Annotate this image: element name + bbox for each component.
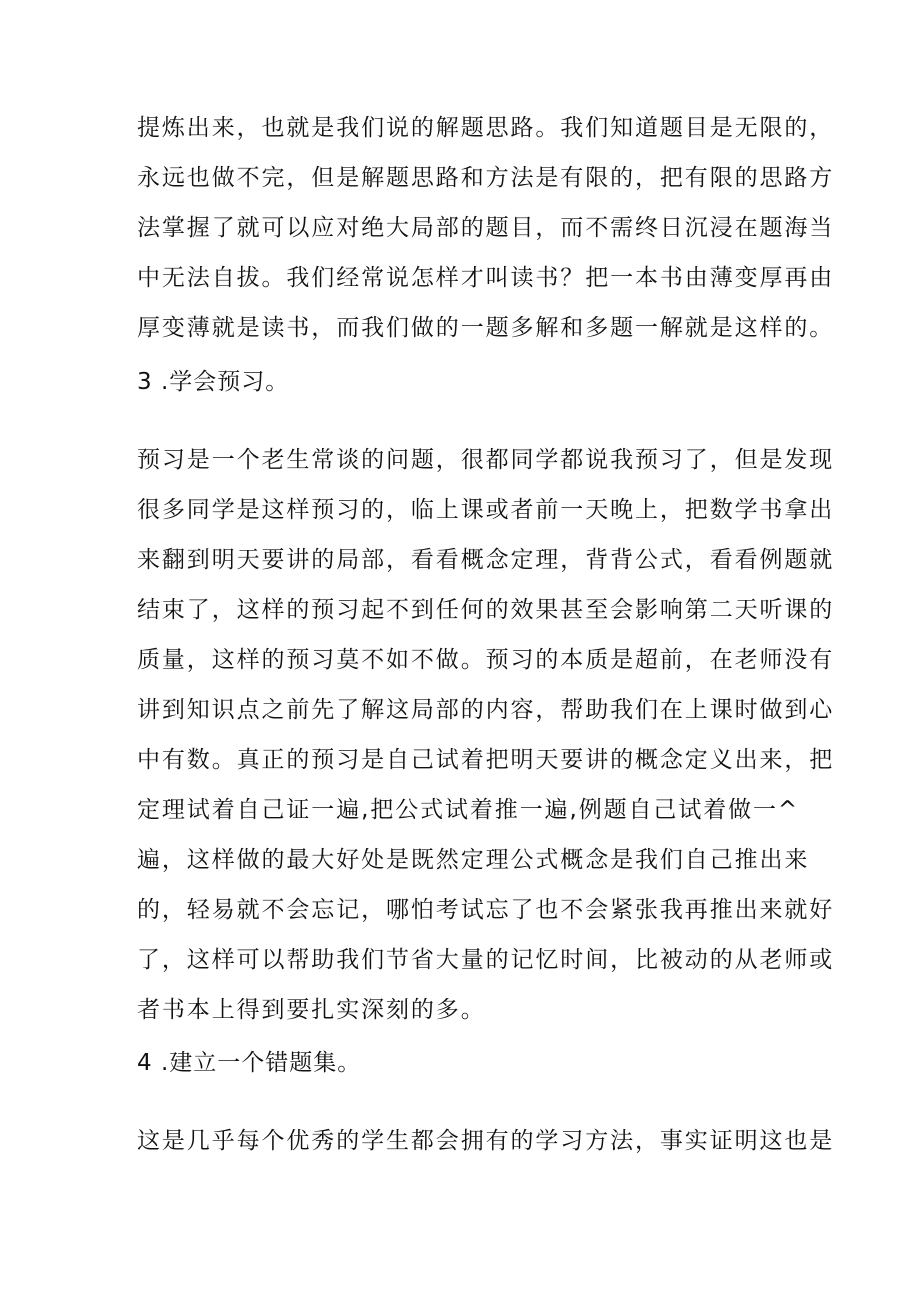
text-line: 者书本上得到要扎实深刻的多。 — [137, 997, 486, 1023]
text-line: 遍，这样做的最大好处是既然定理公式概念是我们自己推出来 — [137, 847, 810, 873]
text-line: 来翻到明天要讲的局部，看看概念定理，背背公式，看看例题就 — [137, 547, 835, 573]
text-line: 法掌握了就可以应对绝大局部的题目，而不需终日沉浸在题海当 — [137, 215, 835, 241]
text-line: 提炼出来，也就是我们说的解题思路。我们知道题目是无限的， — [137, 115, 835, 141]
text-line: 预习是一个老生常谈的问题，很都同学都说我预习了，但是发现 — [137, 447, 835, 473]
text-line: 中有数。真正的预习是自己试着把明天要讲的概念定义出来，把 — [137, 747, 835, 773]
text-line: 这是几乎每个优秀的学生都会拥有的学习方法，事实证明这也是 — [137, 1128, 835, 1154]
text-line: 定理试着自己证一遍,把公式试着推一遍,例题自己试着做一^ — [137, 797, 800, 823]
text-line: 永远也做不完，但是解题思路和方法是有限的，把有限的思路方 — [137, 165, 835, 191]
text-line: 质量，这样的预习莫不如不做。预习的本质是超前，在老师没有 — [137, 647, 835, 673]
text-line: 中无法自拔。我们经常说怎样才叫读书？把一本书由薄变厚再由 — [137, 265, 835, 291]
text-line: 了，这样可以帮助我们节省大量的记忆时间，比被动的从老师或 — [137, 947, 835, 973]
text-line: 的，轻易就不会忘记，哪怕考试忘了也不会紧张我再推出来就好 — [137, 897, 835, 923]
section-heading-preview: 3 .学会预习。 — [137, 369, 290, 395]
text-line: 厚变薄就是读书，而我们做的一题多解和多题一解就是这样的。 — [137, 315, 835, 341]
text-line: 讲到知识点之前先了解这局部的内容，帮助我们在上课时做到心 — [137, 697, 835, 723]
text-line: 结束了，这样的预习起不到任何的效果甚至会影响第二天听课的 — [137, 597, 835, 623]
section-heading-error-collection: 4 .建立一个错题集。 — [137, 1050, 362, 1076]
text-line: 很多同学是这样预习的，临上课或者前一天晚上，把数学书拿出 — [137, 497, 835, 523]
